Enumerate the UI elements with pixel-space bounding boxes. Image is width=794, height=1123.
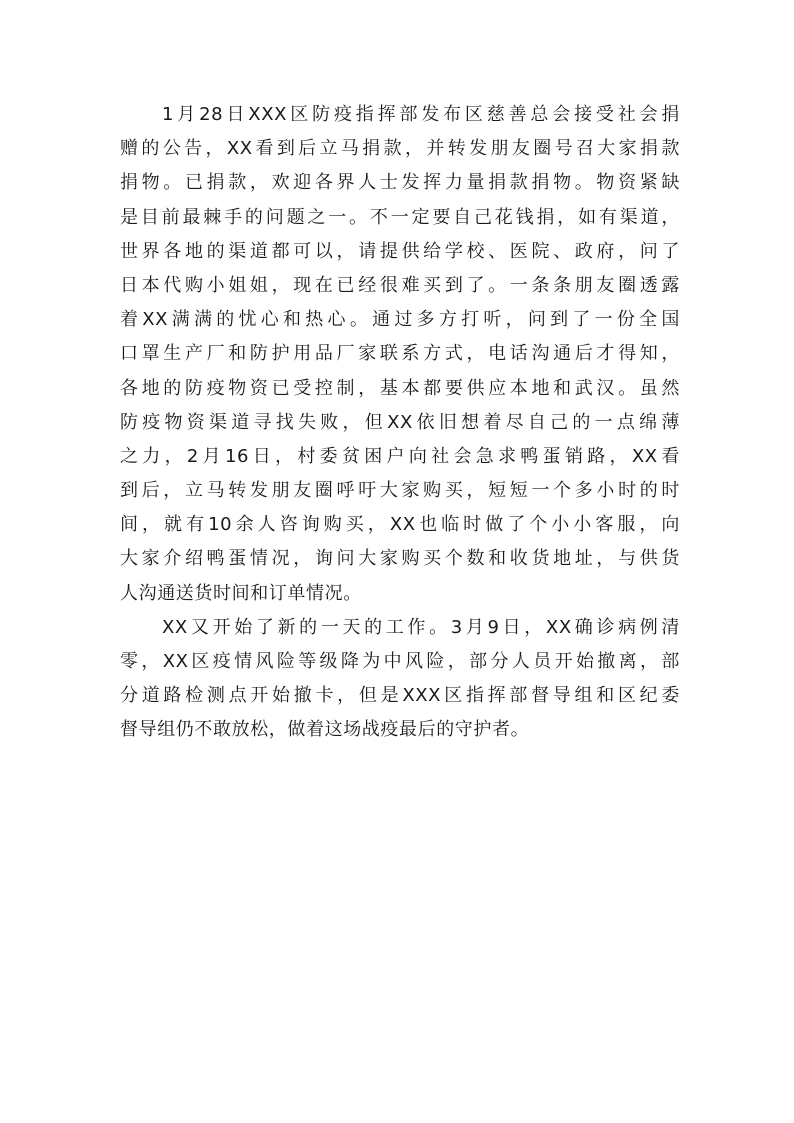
body-text [120,98,680,748]
text-line: 世界各地的渠道都可以，请提供给学校、医院、政府，问了 [120,240,680,262]
text-line: 间，就有10余人咨询购买，XX也临时做了个小小客服，向 [120,514,680,536]
paragraph-1 [120,98,680,611]
text-line: 人沟通送货时间和订单情况。 [120,582,362,604]
text-line: 捐物。已捐款，欢迎各界人士发挥力量捐款捐物。物资紧缺 [120,172,680,194]
text-line: 分道路检测点开始撤卡，但是XXX区指挥部督导组和区纪委 [120,685,680,707]
text-line: 1月28日XXX区防疫指挥部发布区慈善总会接受社会捐 [162,104,680,125]
text-line: 之力，2月16日，村委贫困户向社会急求鸭蛋销路，XX看 [120,445,680,467]
text-line: 各地的防疫物资已受控制，基本都要供应本地和武汉。虽然 [120,377,680,399]
text-line: 防疫物资渠道寻找失败，但XX依旧想着尽自己的一点绵薄 [120,411,680,433]
text-line: 是目前最棘手的问题之一。不一定要自己花钱捐，如有渠道， [120,206,680,228]
text-line: 着XX满满的忧心和热心。通过多方打听，问到了一份全国 [120,309,680,331]
text-line: 赠的公告，XX看到后立马捐款，并转发朋友圈号召大家捐款 [120,138,680,160]
paragraph-2 [120,611,680,748]
text-line: XX又开始了新的一天的工作。3月9日，XX确诊病例清 [162,616,680,638]
text-line: 到后，立马转发朋友圈呼吁大家购买，短短一个多小时的时 [120,480,680,502]
text-line: 大家介绍鸭蛋情况，询问大家购买个数和收货地址，与供货 [120,548,680,570]
text-line: 督导组仍不敢放松，做着这场战疫最后的守护者。 [120,719,530,741]
text-line: 口罩生产厂和防护用品厂家联系方式，电话沟通后才得知， [120,343,680,365]
text-line: 日本代购小姐姐，现在已经很难买到了。一条条朋友圈透露 [120,274,680,296]
text-line: 零，XX区疫情风险等级降为中风险，部分人员开始撤离，部 [120,651,680,672]
